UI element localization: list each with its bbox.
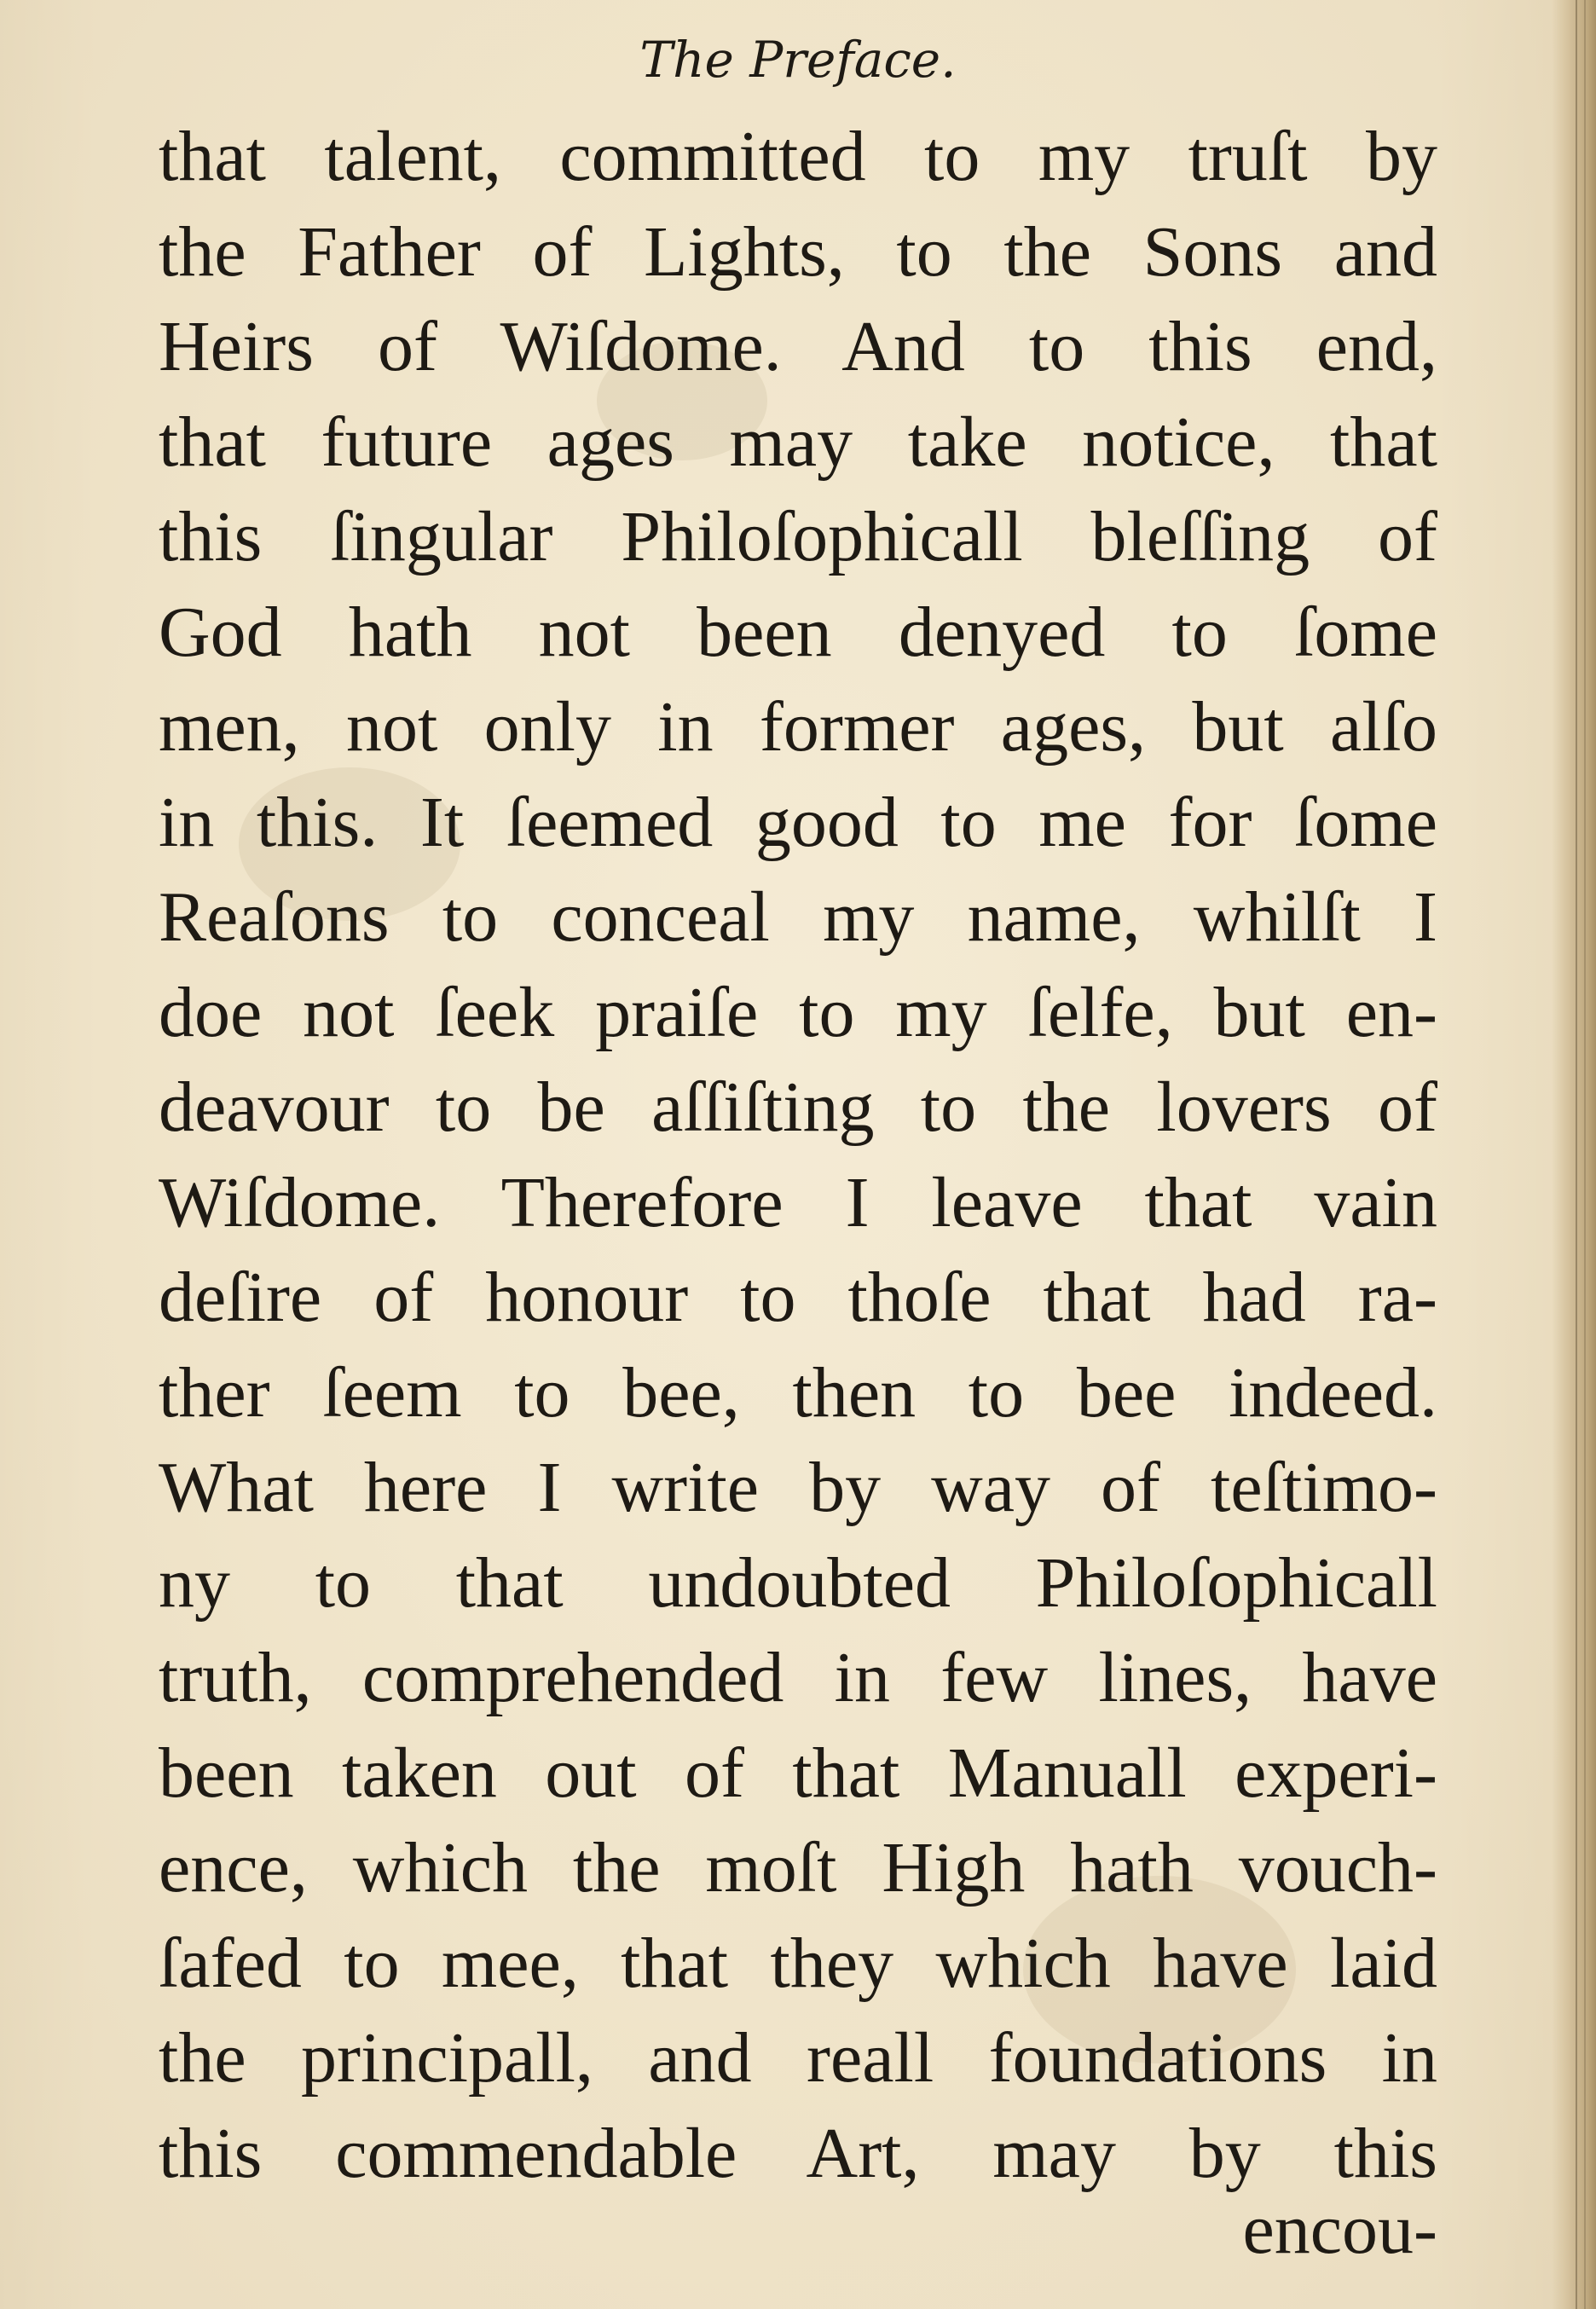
text-line: What here I write by way of teſtimo-	[159, 1448, 1437, 1527]
page-edge-line	[1584, 0, 1586, 2309]
text-line: the Father of Lights, to the Sons and	[159, 211, 1437, 292]
text-line: this commendable Art, may by this	[159, 2113, 1437, 2193]
text-line: that talent, committed to my truſt by	[159, 117, 1437, 196]
running-head: The Preface.	[639, 31, 957, 89]
text-line: men, not only in former ages, but alſo	[159, 687, 1437, 767]
text-line: truth, comprehended in few lines, have	[159, 1638, 1437, 1717]
text-line: Heirs of Wiſdome. And to this end,	[159, 307, 1437, 386]
text-line: ſafed to mee, that they which have laid	[159, 1923, 1437, 2003]
page-edge-line	[1576, 0, 1577, 2309]
text-line: Wiſdome. Therefore I leave that vain	[159, 1162, 1437, 1242]
text-line: deavour to be aſſiſting to the lovers of	[159, 1068, 1437, 1147]
text-line: ny to that undoubted Philoſophicall	[159, 1542, 1437, 1623]
text-line: ther ſeem to bee, then to bee indeed.	[159, 1352, 1437, 1432]
text-line: this ſingular Philoſophicall bleſſing of	[159, 497, 1437, 576]
catchword: encou-	[1242, 2190, 1437, 2269]
text-line: doe not ſeek praiſe to my ſelfe, but en-	[159, 972, 1437, 1052]
text-line: the principall, and reall foundations in	[159, 2018, 1437, 2098]
body-text	[159, 109, 1437, 2201]
text-line: in this. It ſeemed good to me for ſome	[159, 782, 1437, 862]
page-edge-shadow	[1552, 0, 1596, 2309]
text-line: been taken out of that Manuall experi-	[159, 1733, 1437, 1813]
text-line: Reaſons to conceal my name, whilſt I	[159, 877, 1437, 957]
text-line: that future ages may take notice, that	[159, 402, 1437, 482]
text-line: deſire of honour to thoſe that had ra-	[159, 1258, 1437, 1337]
text-line: God hath not been denyed to ſome	[159, 592, 1437, 672]
text-line: ence, which the moſt High hath vouch-	[159, 1828, 1437, 1907]
